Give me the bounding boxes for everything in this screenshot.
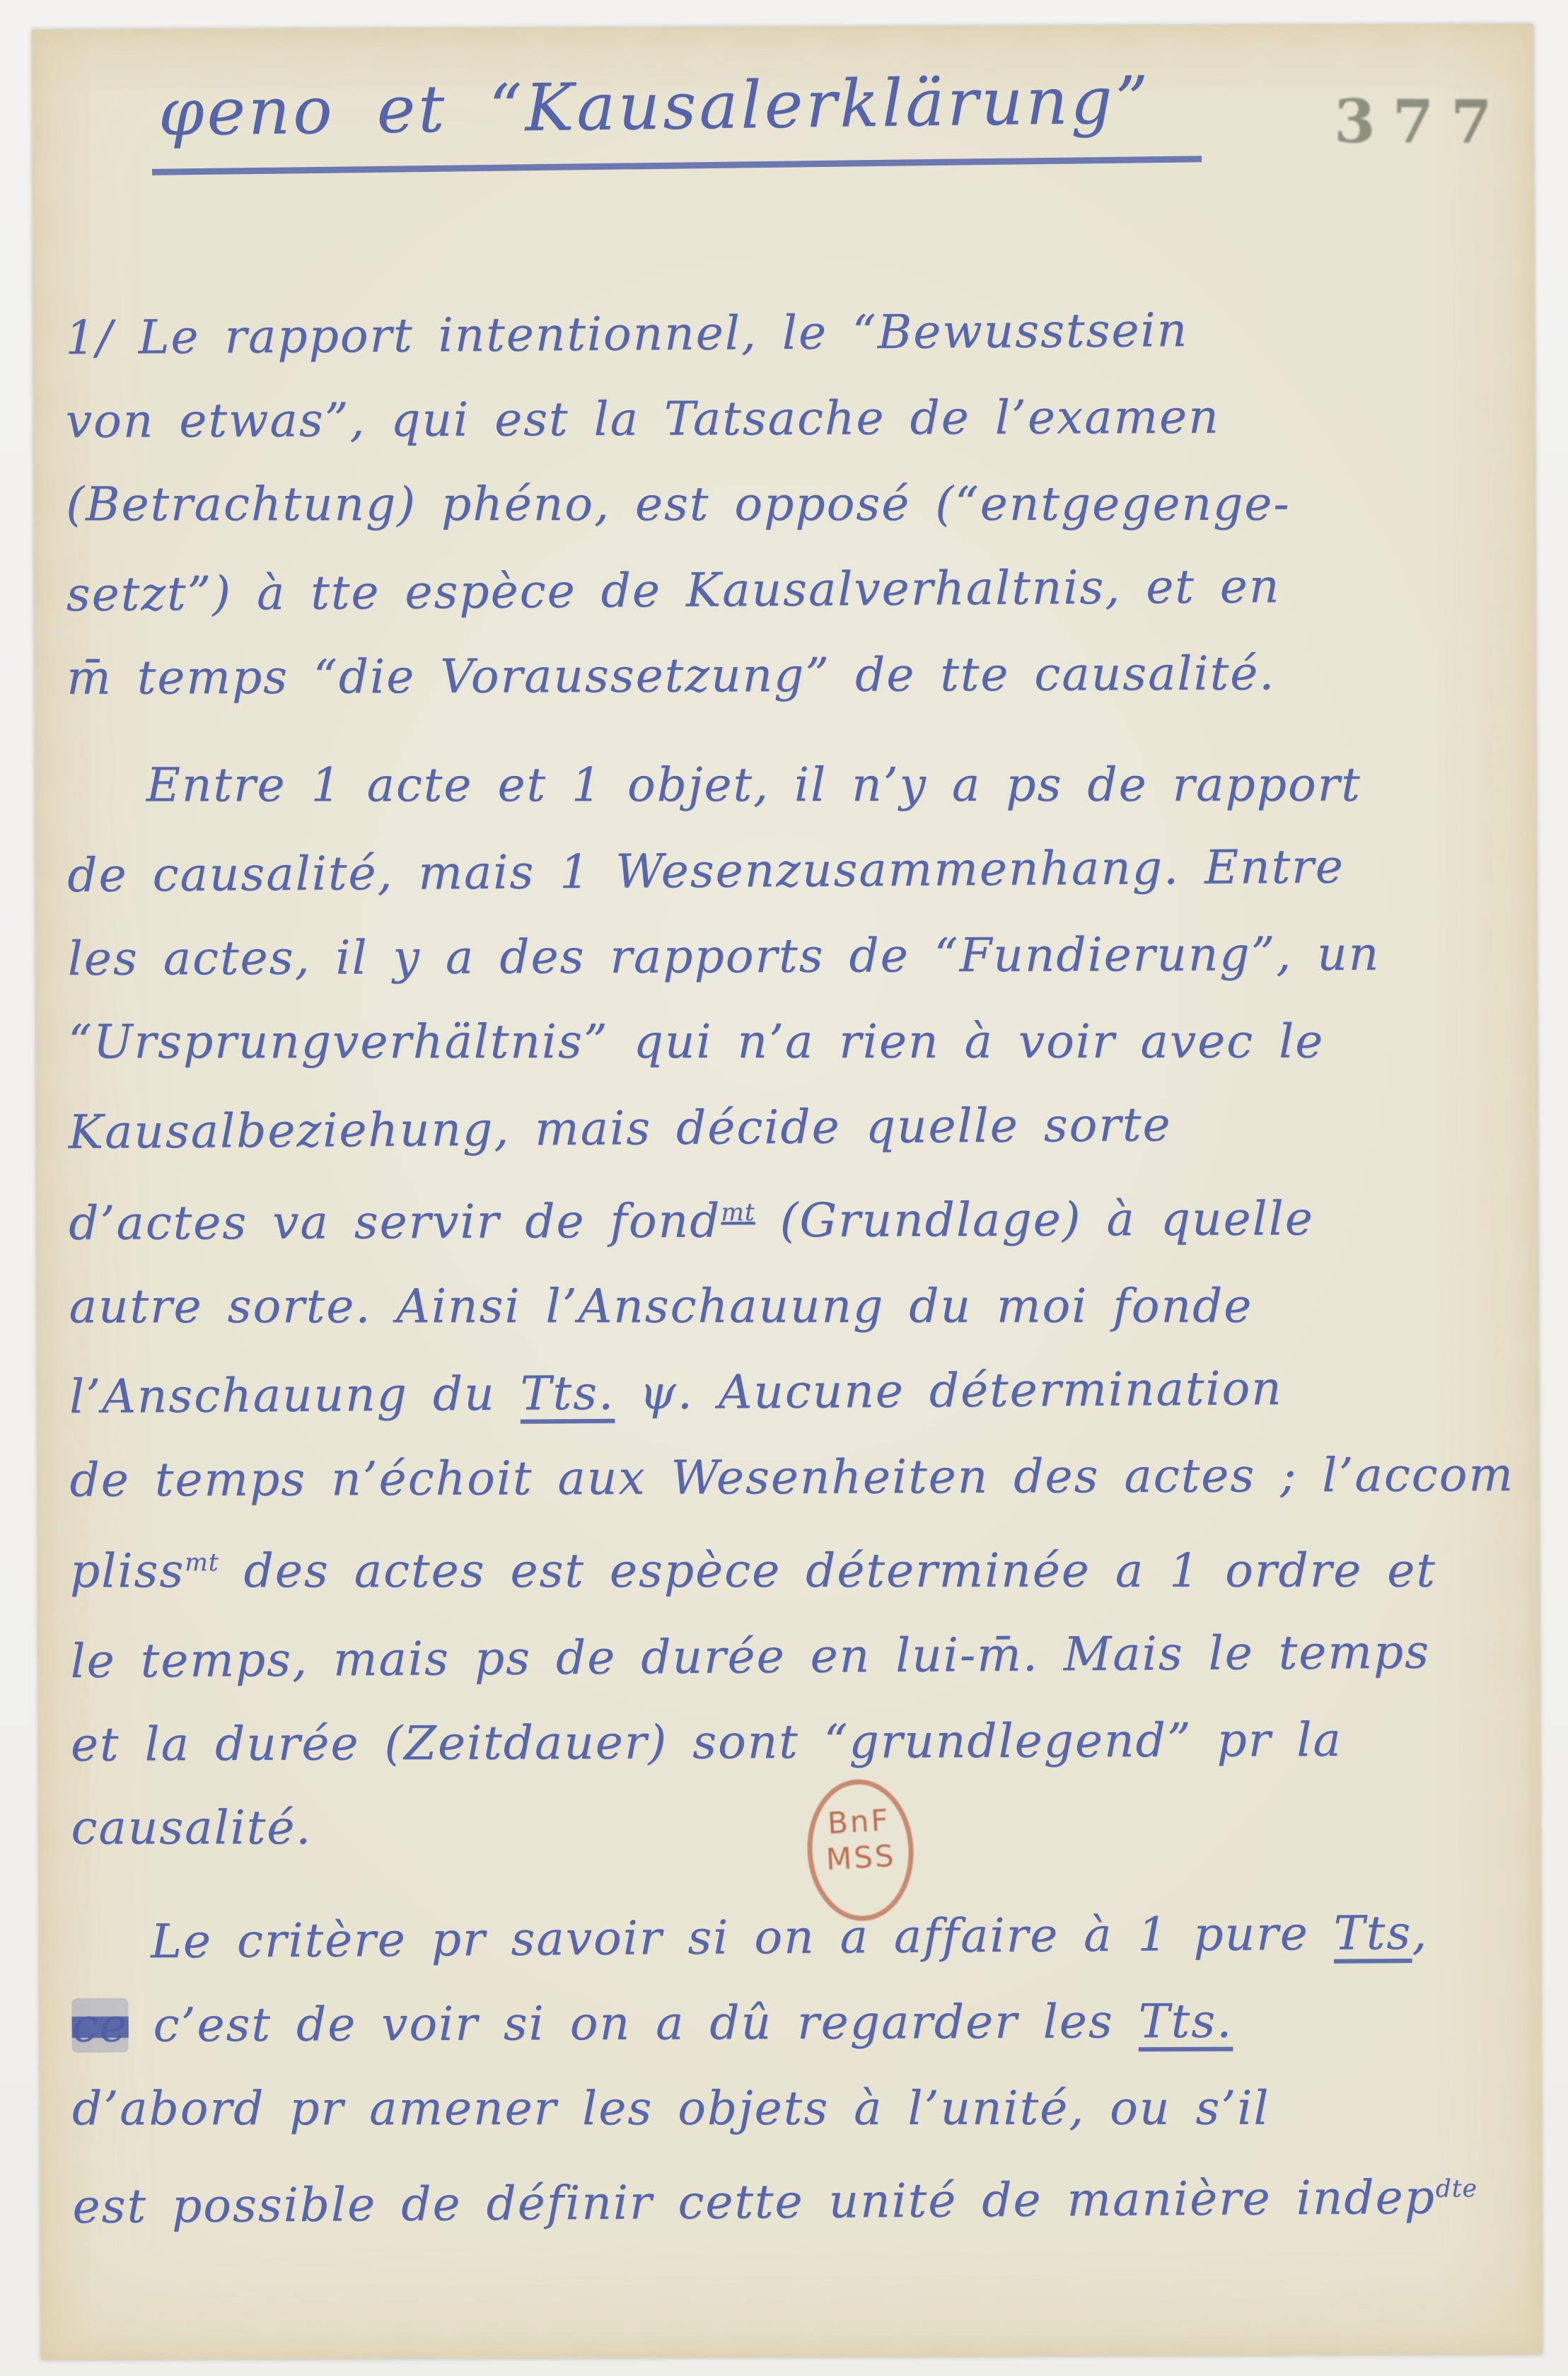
bnf-stamp-line1: BnF bbox=[826, 1802, 891, 1841]
manuscript-line bbox=[69, 1167, 1502, 1266]
text-segment: Kausalbeziehung, mais décide quelle sorte bbox=[68, 1097, 1172, 1160]
text-segment: Le critère pr savoir si on a affaire à 1 pure bbox=[150, 1906, 1335, 1969]
text-segment: von etwas”, qui est la Tatsache de l’examen bbox=[65, 389, 1220, 448]
manuscript-line bbox=[67, 742, 1501, 828]
text-segment: setzt”) à tte espèce de Kausalverhaltnis, et en bbox=[66, 559, 1281, 622]
bnf-stamp-line2: MSS bbox=[825, 1838, 897, 1877]
manuscript-line bbox=[71, 1977, 1505, 2068]
manuscript-line bbox=[68, 999, 1502, 1085]
text-segment: mt bbox=[721, 1198, 755, 1227]
text-segment: d’abord pr amener les objets à l’unité, ou s’il bbox=[71, 2080, 1270, 2136]
folio-number-stamp: 377 bbox=[1333, 86, 1509, 158]
text-segment: les actes, il y a des rapports de “Fundierung”, un bbox=[67, 926, 1381, 986]
manuscript-line bbox=[68, 1079, 1502, 1175]
manuscript-line bbox=[66, 461, 1499, 547]
text-segment: Tts. bbox=[1138, 1993, 1233, 2049]
text-segment: ψ. Aucune détermination bbox=[614, 1361, 1283, 1420]
manuscript-line bbox=[66, 373, 1499, 464]
manuscript-line bbox=[72, 2065, 1506, 2152]
text-segment: est possible de définir cette unité de manière indep bbox=[72, 2169, 1436, 2235]
text-segment: et la durée (Zeitdauer) sont “grundlegend” pr la bbox=[70, 1712, 1342, 1772]
manuscript-line bbox=[67, 910, 1501, 1002]
manuscript-line bbox=[66, 630, 1500, 721]
manuscript-text bbox=[65, 287, 1515, 2247]
manuscript-line bbox=[66, 542, 1500, 637]
manuscript-line bbox=[71, 1889, 1506, 1985]
text-segment: , bbox=[1411, 1905, 1429, 1960]
text-segment: “Ursprungverhältnis” qui n’a rien à voir avec le bbox=[68, 1014, 1325, 1070]
text-segment: (Betrachtung) phéno, est opposé (“entgegenge- bbox=[66, 476, 1291, 532]
manuscript-line bbox=[69, 1263, 1503, 1350]
text-segment: Tts bbox=[1333, 1905, 1412, 1961]
manuscript-line bbox=[71, 1696, 1504, 1787]
text-segment: d’actes va servir de fond bbox=[69, 1193, 721, 1251]
text-segment: (Grundlage) à quelle bbox=[755, 1191, 1315, 1248]
manuscript-line bbox=[65, 285, 1499, 381]
page-title: φeno et “Kausalerklärung” bbox=[151, 62, 1201, 175]
text-segment: dte bbox=[1435, 2174, 1477, 2203]
text-segment: le temps, mais ps de durée en lui-m̄. Mais le temps bbox=[70, 1624, 1431, 1689]
manuscript-line bbox=[70, 1520, 1504, 1614]
manuscript-line bbox=[69, 1432, 1515, 1523]
text-segment: pliss bbox=[70, 1543, 185, 1599]
text-segment: Entre 1 acte et 1 objet, il n’y a ps de rapport bbox=[146, 757, 1361, 813]
text-segment: c’est de voir si on a dû regarder les bbox=[128, 1994, 1139, 2053]
manuscript-line bbox=[69, 1344, 1504, 1439]
text-segment: de temps n’échoit aux Wesenheiten des actes ; l’accom bbox=[69, 1447, 1515, 1507]
crossed-out-word: ce bbox=[71, 1998, 129, 2053]
manuscript-line bbox=[71, 1785, 1504, 1871]
manuscript-line bbox=[70, 1609, 1504, 1704]
text-segment: des actes est espèce déterminée a 1 ordre et bbox=[219, 1543, 1436, 1599]
text-segment: mt bbox=[185, 1548, 219, 1577]
text-segment: de causalité, mais 1 Wesenzusammenhang. Entre bbox=[67, 839, 1345, 903]
text-segment: autre sorte. Ainsi l’Anschauung du moi fonde bbox=[69, 1278, 1253, 1334]
manuscript-page bbox=[33, 24, 1543, 2360]
text-segment: 1/ Le rapport intentionnel, le “Bewusstsein bbox=[65, 303, 1189, 366]
manuscript-line bbox=[67, 823, 1502, 918]
text-segment: causalité. bbox=[71, 1800, 313, 1855]
text-segment: l’Anschauung du bbox=[69, 1366, 521, 1425]
text-segment: Tts. bbox=[520, 1365, 615, 1421]
manuscript-line bbox=[72, 2146, 1506, 2249]
text-segment: m̄ temps “die Voraussetzung” de tte causalité. bbox=[66, 646, 1276, 705]
